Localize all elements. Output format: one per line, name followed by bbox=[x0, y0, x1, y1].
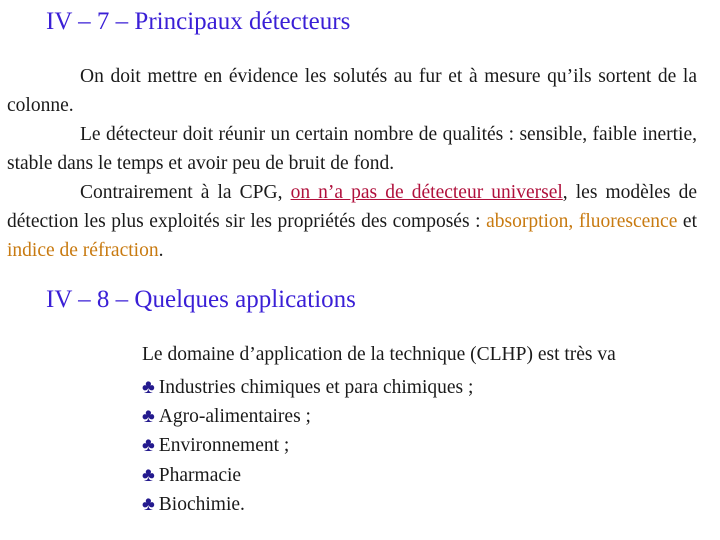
universal-detector-highlight: on n’a pas de détecteur universel bbox=[290, 182, 563, 203]
refraction-index-term: indice de réfraction bbox=[7, 240, 159, 261]
list-item bbox=[142, 402, 473, 431]
paragraph-cpg-comparison bbox=[7, 178, 697, 265]
club-bullet-icon: ♣ bbox=[142, 464, 155, 486]
applications-list bbox=[142, 373, 473, 519]
paragraph-detection bbox=[7, 62, 697, 120]
paragraph-text: et bbox=[677, 211, 697, 232]
section-title-detectors: IV – 7 – Principaux détecteurs bbox=[46, 8, 351, 35]
paragraph-qualities bbox=[7, 120, 697, 178]
list-item-label: Pharmacie bbox=[158, 464, 242, 486]
list-item-label: Agro-alimentaires ; bbox=[158, 406, 311, 428]
list-item bbox=[142, 490, 473, 519]
paragraph-text: , les modèles de détection les plus exploités sir les propriétés des composés : bbox=[7, 182, 697, 232]
list-item-label: Biochimie. bbox=[158, 493, 245, 515]
paragraph-text: Le détecteur doit réunir un certain nombre de qualités : sensible, faible inertie, stable dans le temps et avoir peu de bruit de fond. bbox=[7, 124, 697, 174]
paragraph-text: Contrairement à la CPG, bbox=[80, 182, 291, 203]
club-bullet-icon: ♣ bbox=[142, 493, 155, 515]
absorption-fluorescence-term: absorption, fluorescence bbox=[486, 211, 678, 232]
club-bullet-icon: ♣ bbox=[142, 377, 155, 398]
list-item bbox=[142, 373, 473, 402]
list-item bbox=[142, 431, 473, 460]
list-item bbox=[142, 461, 473, 490]
list-item-label: Industries chimiques et para chimiques ; bbox=[158, 377, 474, 398]
paragraph-text: . bbox=[158, 240, 164, 261]
paragraph-text: On doit mettre en évidence les solutés au fur et à mesure qu’ils sortent de la colonne. bbox=[7, 66, 697, 116]
section-title-applications: IV – 8 – Quelques applications bbox=[46, 286, 356, 313]
club-bullet-icon: ♣ bbox=[142, 406, 155, 428]
club-bullet-icon: ♣ bbox=[142, 435, 155, 457]
list-item-label: Environnement ; bbox=[158, 435, 290, 457]
applications-intro: Le domaine d’application de la technique (CLHP) est très va bbox=[142, 344, 616, 365]
